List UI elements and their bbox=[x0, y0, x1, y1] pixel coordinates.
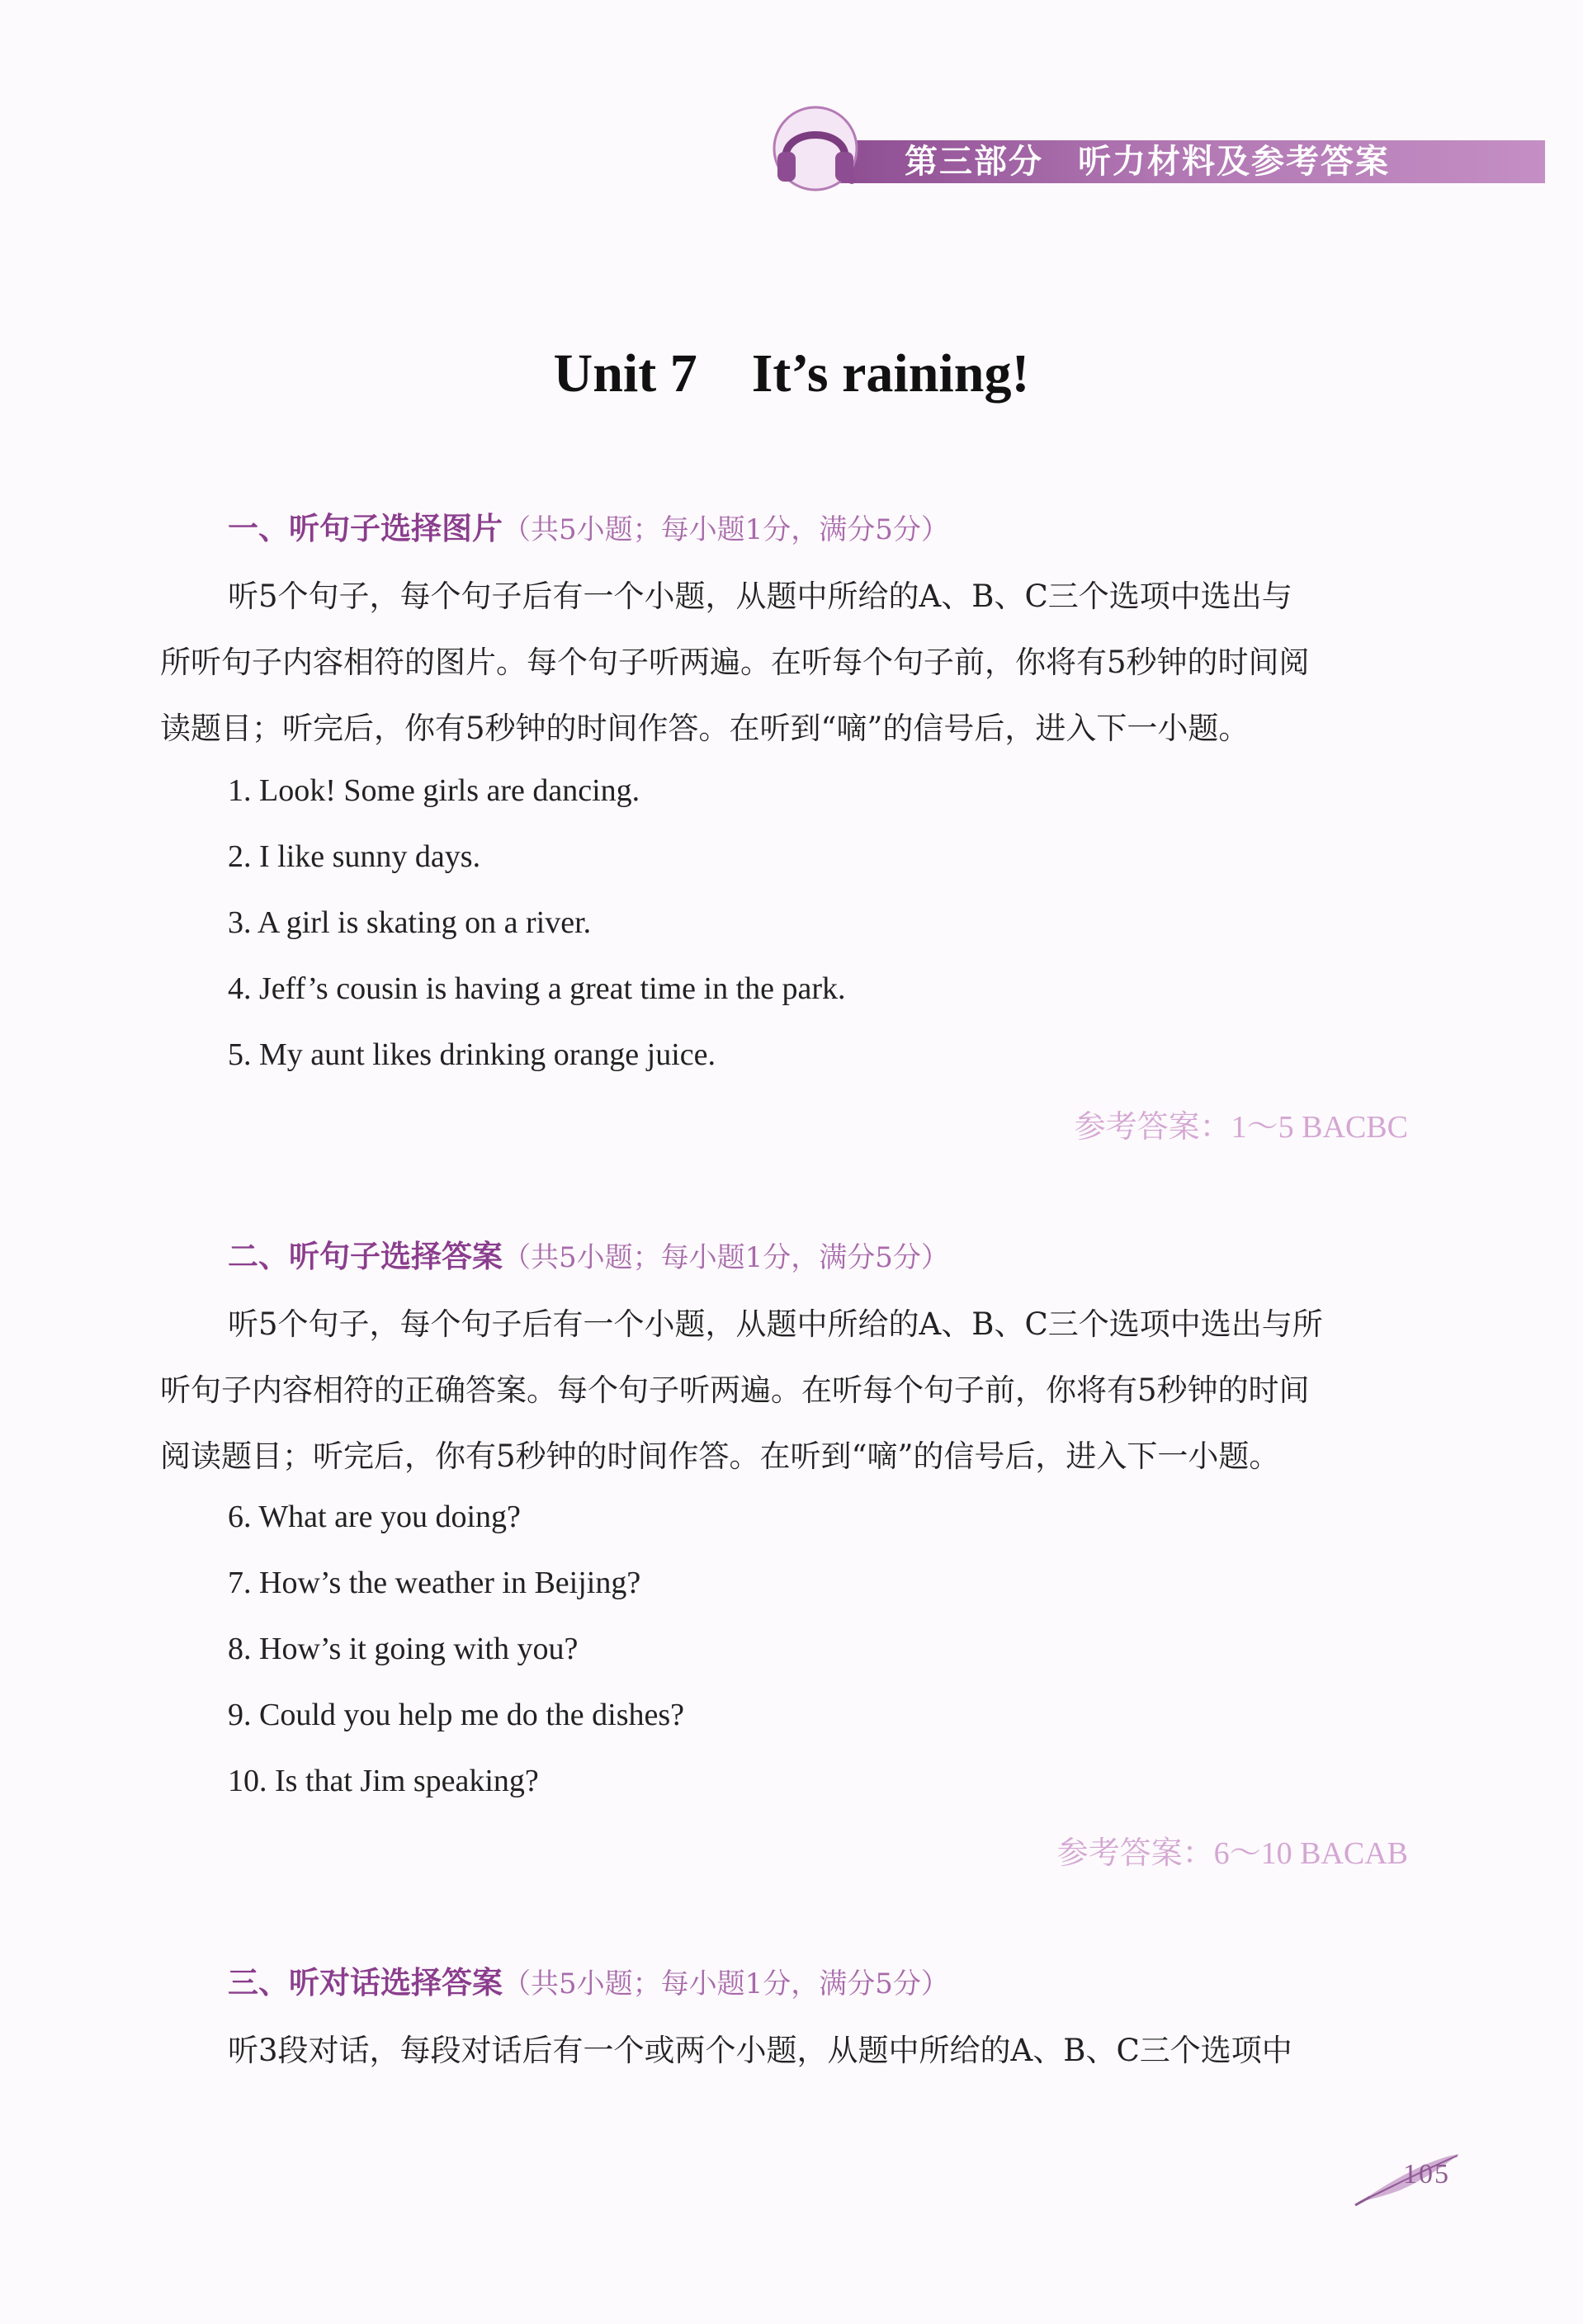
list-item: 10. Is that Jim speaking? bbox=[228, 1764, 539, 1798]
section-1-heading bbox=[228, 503, 949, 548]
section-1-title: 一、听句子选择图片 bbox=[228, 511, 503, 546]
page-number-text: 105 bbox=[1403, 2159, 1450, 2189]
section-3-heading bbox=[228, 1958, 949, 2002]
list-item: 2. I like sunny days. bbox=[228, 839, 481, 874]
list-item: 6. What are you doing? bbox=[228, 1500, 521, 1534]
section-1-instruction-line: 所听句子内容相符的图片。每个句子听两遍。在听每个句子前，你将有5秒钟的时间阅 bbox=[160, 645, 1310, 680]
list-item: 8. How’s it going with you? bbox=[228, 1632, 579, 1666]
section-3-note: （共5小题；每小题1分，满分5分） bbox=[503, 1967, 949, 2000]
headphones-icon bbox=[766, 97, 865, 196]
list-item: 1. Look! Some girls are dancing. bbox=[228, 773, 640, 808]
page-number bbox=[1354, 2151, 1477, 2208]
list-item: 4. Jeff’s cousin is having a great time in the park. bbox=[228, 971, 846, 1006]
section-1-note: （共5小题；每小题1分，满分5分） bbox=[503, 513, 949, 546]
section-2-instruction-line: 听句子内容相符的正确答案。每个句子听两遍。在听每个句子前，你将有5秒钟的时间 bbox=[160, 1372, 1310, 1408]
section-3-instruction-line: 听3段对话，每段对话后有一个或两个小题，从题中所给的A、B、C三个选项中 bbox=[228, 2033, 1292, 2068]
section-header-banner bbox=[766, 97, 1545, 205]
section-1-instruction-line: 读题目；听完后，你有5秒钟的时间作答。在听到“嘀”的信号后，进入下一小题。 bbox=[160, 711, 1250, 746]
list-item: 9. Could you help me do the dishes? bbox=[228, 1698, 685, 1732]
section-1-instruction-line: 听5个句子，每个句子后有一个小题，从题中所给的A、B、C三个选项中选出与 bbox=[228, 579, 1292, 614]
answer-key: 参考答案：1～5 BACBC bbox=[1074, 1110, 1408, 1145]
section-2-instruction-line: 阅读题目；听完后，你有5秒钟的时间作答。在听到“嘀”的信号后，进入下一小题。 bbox=[160, 1438, 1280, 1474]
section-2-title: 二、听句子选择答案 bbox=[228, 1239, 503, 1274]
section-2-instruction-line: 听5个句子，每个句子后有一个小题，从题中所给的A、B、C三个选项中选出与所 bbox=[228, 1306, 1323, 1342]
unit-title: Unit 7 It’s raining! bbox=[553, 343, 1030, 404]
list-item: 5. My aunt likes drinking orange juice. bbox=[228, 1037, 716, 1072]
section-2-note: （共5小题；每小题1分，满分5分） bbox=[503, 1241, 949, 1274]
section-3-title: 三、听对话选择答案 bbox=[228, 1965, 503, 2000]
list-item: 3. A girl is skating on a river. bbox=[228, 905, 592, 940]
header-title: 第三部分 听力材料及参考答案 bbox=[905, 143, 1390, 181]
list-item: 7. How’s the weather in Beijing? bbox=[228, 1566, 641, 1600]
section-2-heading bbox=[228, 1231, 949, 1276]
answer-key: 参考答案：6～10 BACAB bbox=[1056, 1836, 1408, 1871]
